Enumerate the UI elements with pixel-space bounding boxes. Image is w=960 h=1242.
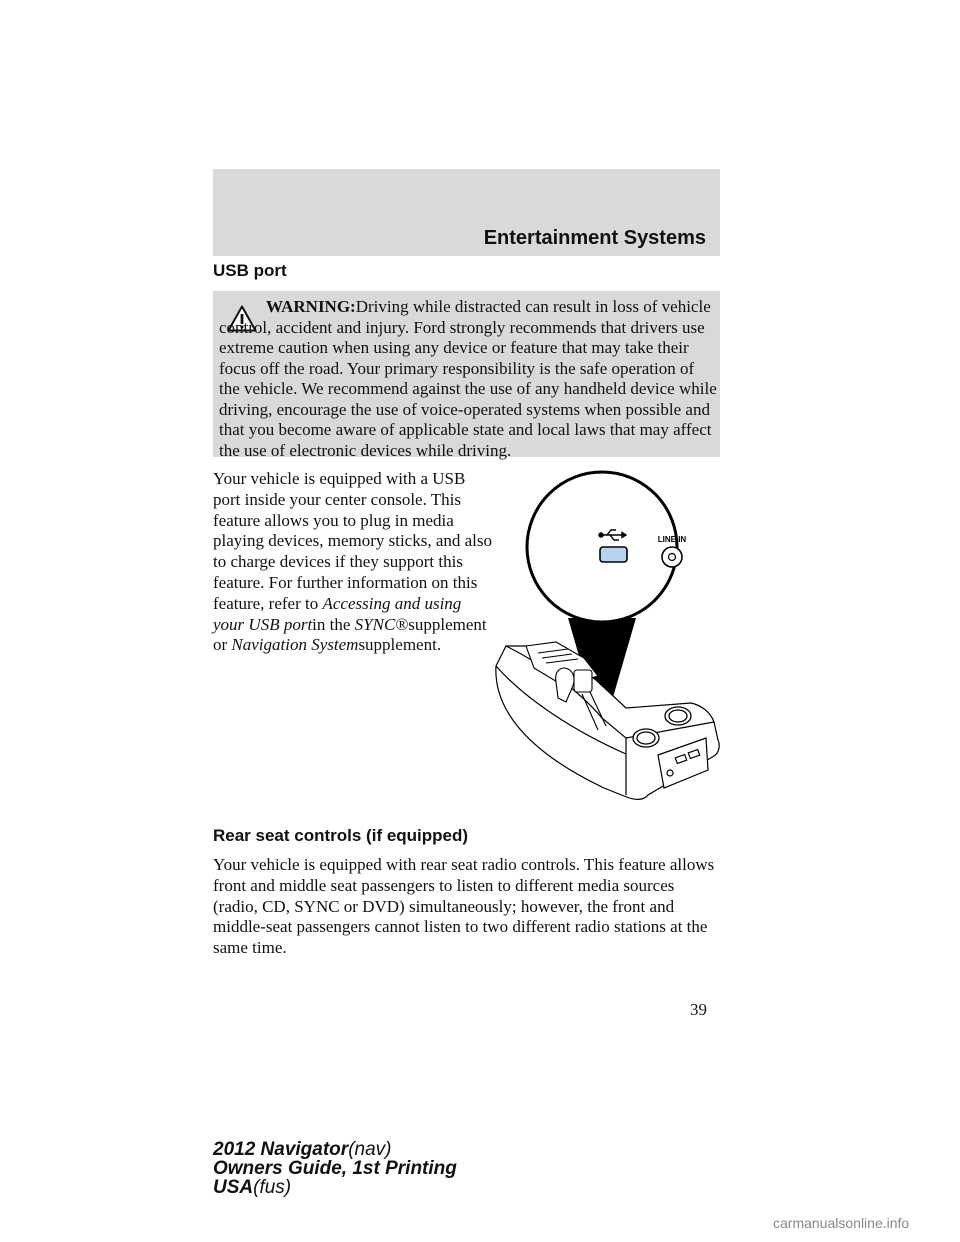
footer-market-code: (fus) (253, 1177, 292, 1198)
rear-seat-controls-heading: Rear seat controls (if equipped) (213, 826, 469, 845)
center-console-illustration (486, 470, 720, 806)
footer-model-code: (nav) (348, 1139, 392, 1160)
usb-para-text-3: supplement or (213, 614, 487, 655)
usb-para-ref-accessing: Accessing and using your USB port (213, 593, 462, 634)
warning-text (219, 297, 717, 461)
rear-seat-controls-paragraph: Your vehicle is equipped with rear seat radio controls. This feature allows front and middle seat passengers to listen to different media sources (radio, CD, SYNC or DVD) simultaneously; however, the front and middle-seat passengers cannot listen to two different radio stations at the same time. (213, 855, 715, 958)
usb-para-ref-navigation: Navigation System (231, 635, 359, 655)
usb-para-text-1: Your vehicle is equipped with a USB port inside your center console. This feature allows you to plug in media playing devices, memory sticks, and also to charge devices if they support this feature. For further information on this feature, refer to (213, 469, 493, 613)
warning-box (213, 291, 720, 460)
usb-para-text-2: in the (312, 614, 355, 634)
warning-body: Driving while distracted can result in loss of vehicle control, accident and injury. Ford strongly recommends that drivers use extreme caution when using any device or feature that may take their focus off the road. Your primary responsibility is the safe operation of the vehicle. We recommend against the use of any handheld device while driving, encourage the use of voice-operated systems when possible and that you become aware of applicable state and local laws that may affect the use of electronic devices while driving. (219, 297, 717, 460)
footer-market: USA (213, 1177, 254, 1198)
footer-model: 2012 Navigator (213, 1139, 349, 1160)
usb-port-heading: USB port (213, 261, 287, 280)
footer-printing: Owners Guide, 1st Printing (213, 1158, 457, 1179)
watermark-text: carmanualsonline.info (773, 1215, 910, 1231)
usb-port (600, 547, 627, 562)
section-title: Entertainment Systems (483, 227, 706, 249)
line-in-label: LINE IN (657, 535, 687, 544)
page-number: 39 (690, 1000, 707, 1019)
warning-lead: WARNING: (266, 297, 356, 316)
usb-port-paragraph (213, 469, 493, 656)
section-header-bar (213, 169, 720, 256)
usb-para-text-4: supplement. (358, 635, 442, 655)
document-footer (213, 1140, 457, 1197)
usb-para-ref-sync: SYNC® (354, 614, 409, 634)
